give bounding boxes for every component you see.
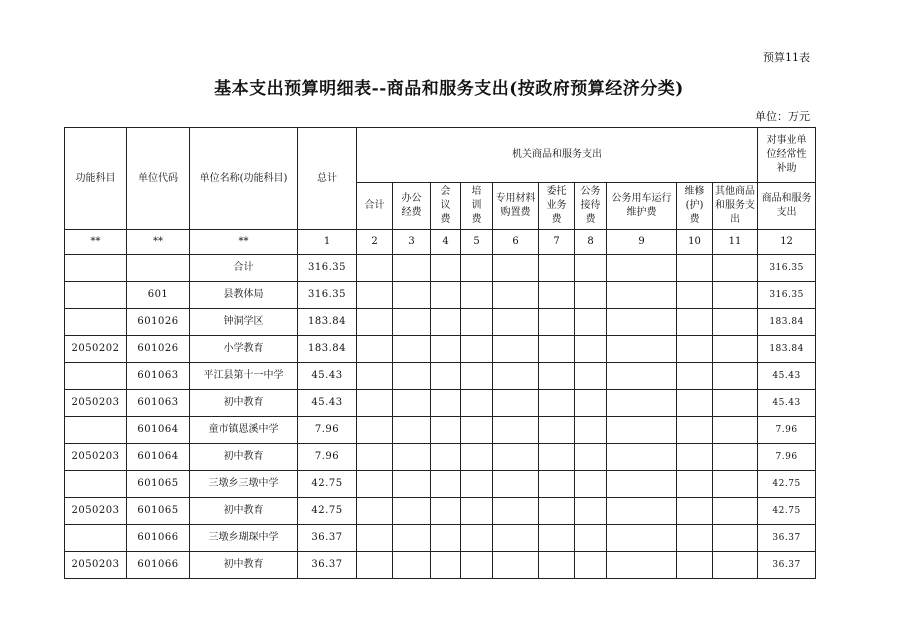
empty-cell xyxy=(677,255,713,282)
func-code-cell xyxy=(65,309,127,336)
empty-cell xyxy=(393,471,431,498)
empty-cell xyxy=(393,255,431,282)
subsidy-cell: 36.37 xyxy=(758,525,816,552)
subsidy-cell: 316.35 xyxy=(758,282,816,309)
empty-cell xyxy=(539,390,575,417)
index-cell: 7 xyxy=(539,230,575,255)
empty-cell xyxy=(461,417,493,444)
unit-code-cell: 601063 xyxy=(127,390,190,417)
unit-code-cell: 601026 xyxy=(127,336,190,363)
index-cell: 8 xyxy=(575,230,607,255)
func-code-cell xyxy=(65,282,127,309)
unit-name-cell: 钟洞学区 xyxy=(190,309,298,336)
header-sub-4-text: 培训费 xyxy=(471,186,482,225)
empty-cell xyxy=(493,282,539,309)
empty-cell xyxy=(357,471,393,498)
unit-code-cell: 601066 xyxy=(127,525,190,552)
empty-cell xyxy=(607,336,677,363)
index-cell: 10 xyxy=(677,230,713,255)
empty-cell xyxy=(575,363,607,390)
empty-cell xyxy=(713,498,758,525)
func-code-cell: 2050203 xyxy=(65,498,127,525)
index-cell: 3 xyxy=(393,230,431,255)
empty-cell xyxy=(493,309,539,336)
header-sub-9 xyxy=(677,183,713,230)
total-cell: 42.75 xyxy=(298,498,357,525)
table-row xyxy=(65,309,816,336)
table-row xyxy=(65,498,816,525)
empty-cell xyxy=(677,336,713,363)
empty-cell xyxy=(677,525,713,552)
empty-cell xyxy=(357,417,393,444)
func-code-cell: 2050203 xyxy=(65,552,127,579)
func-code-cell xyxy=(65,417,127,444)
empty-cell xyxy=(713,552,758,579)
empty-cell xyxy=(575,498,607,525)
index-cell: ** xyxy=(65,230,127,255)
header-sub-10-text: 其他商品和服务支出 xyxy=(715,186,756,225)
table-row xyxy=(65,471,816,498)
empty-cell xyxy=(493,417,539,444)
empty-cell xyxy=(493,525,539,552)
header-subsidy-sub-text: 商品和服务支出 xyxy=(761,193,812,218)
total-cell: 36.37 xyxy=(298,525,357,552)
empty-cell xyxy=(607,309,677,336)
header-sub-6 xyxy=(539,183,575,230)
index-cell: 12 xyxy=(758,230,816,255)
header-sub-5-text: 专用材料购置费 xyxy=(495,193,536,218)
empty-cell xyxy=(539,498,575,525)
unit-name-cell: 小学教育 xyxy=(190,336,298,363)
empty-cell xyxy=(539,444,575,471)
index-cell: 4 xyxy=(431,230,461,255)
subsidy-cell: 316.35 xyxy=(758,255,816,282)
empty-cell xyxy=(713,525,758,552)
empty-cell xyxy=(607,255,677,282)
table-row xyxy=(65,255,816,282)
index-cell: ** xyxy=(127,230,190,255)
empty-cell xyxy=(461,255,493,282)
empty-cell xyxy=(539,255,575,282)
subsidy-cell: 7.96 xyxy=(758,444,816,471)
header-subsidy-group-text: 对事业单位经常性补助 xyxy=(766,135,807,174)
index-cell: ** xyxy=(190,230,298,255)
empty-cell xyxy=(713,444,758,471)
empty-cell xyxy=(357,309,393,336)
empty-cell xyxy=(575,282,607,309)
empty-cell xyxy=(357,363,393,390)
unit-code-cell: 601065 xyxy=(127,471,190,498)
empty-cell xyxy=(461,282,493,309)
empty-cell xyxy=(607,282,677,309)
unit-code-cell: 601065 xyxy=(127,498,190,525)
empty-cell xyxy=(539,417,575,444)
empty-cell xyxy=(493,255,539,282)
empty-cell xyxy=(713,471,758,498)
total-cell: 183.84 xyxy=(298,336,357,363)
header-sub-8 xyxy=(607,183,677,230)
table-row xyxy=(65,390,816,417)
empty-cell xyxy=(461,525,493,552)
table-row xyxy=(65,525,816,552)
empty-cell xyxy=(493,444,539,471)
header-sub-4 xyxy=(461,183,493,230)
index-cell: 9 xyxy=(607,230,677,255)
empty-cell xyxy=(431,282,461,309)
empty-cell xyxy=(713,255,758,282)
empty-cell xyxy=(461,498,493,525)
unit-name-cell: 初中教育 xyxy=(190,552,298,579)
empty-cell xyxy=(575,525,607,552)
empty-cell xyxy=(431,498,461,525)
empty-cell xyxy=(431,444,461,471)
empty-cell xyxy=(357,336,393,363)
func-code-cell: 2050203 xyxy=(65,444,127,471)
table-row xyxy=(65,282,816,309)
empty-cell xyxy=(393,525,431,552)
empty-cell xyxy=(393,282,431,309)
index-cell: 5 xyxy=(461,230,493,255)
unit-name-cell: 初中教育 xyxy=(190,390,298,417)
subsidy-cell: 183.84 xyxy=(758,309,816,336)
header-func-code: 功能科目 xyxy=(65,128,127,230)
empty-cell xyxy=(677,417,713,444)
total-cell: 45.43 xyxy=(298,363,357,390)
unit-code-cell: 601064 xyxy=(127,417,190,444)
subsidy-cell: 45.43 xyxy=(758,390,816,417)
empty-cell xyxy=(607,471,677,498)
unit-code-cell: 601064 xyxy=(127,444,190,471)
empty-cell xyxy=(607,525,677,552)
unit-label: 单位：万元 xyxy=(755,110,810,123)
header-sub-1-text: 合计 xyxy=(364,200,385,211)
unit-name-cell: 初中教育 xyxy=(190,498,298,525)
empty-cell xyxy=(575,390,607,417)
header-agency-group: 机关商品和服务支出 xyxy=(357,128,758,183)
empty-cell xyxy=(607,417,677,444)
unit-code-cell xyxy=(127,255,190,282)
empty-cell xyxy=(677,498,713,525)
empty-cell xyxy=(357,552,393,579)
empty-cell xyxy=(713,417,758,444)
func-code-cell xyxy=(65,363,127,390)
empty-cell xyxy=(393,363,431,390)
header-unit-name: 单位名称(功能科目) xyxy=(190,128,298,230)
empty-cell xyxy=(461,390,493,417)
empty-cell xyxy=(493,363,539,390)
index-row xyxy=(65,230,816,255)
empty-cell xyxy=(461,552,493,579)
empty-cell xyxy=(607,363,677,390)
func-code-cell: 2050203 xyxy=(65,390,127,417)
empty-cell xyxy=(431,417,461,444)
header-sub-5 xyxy=(493,183,539,230)
func-code-cell xyxy=(65,255,127,282)
unit-name-cell: 县教体局 xyxy=(190,282,298,309)
index-cell: 11 xyxy=(713,230,758,255)
index-cell: 6 xyxy=(493,230,539,255)
empty-cell xyxy=(461,309,493,336)
unit-code-cell: 601026 xyxy=(127,309,190,336)
empty-cell xyxy=(539,336,575,363)
total-cell: 316.35 xyxy=(298,255,357,282)
empty-cell xyxy=(357,498,393,525)
empty-cell xyxy=(393,390,431,417)
empty-cell xyxy=(575,471,607,498)
empty-cell xyxy=(357,255,393,282)
empty-cell xyxy=(539,282,575,309)
header-sub-2 xyxy=(393,183,431,230)
header-sub-10 xyxy=(713,183,758,230)
empty-cell xyxy=(539,471,575,498)
empty-cell xyxy=(677,390,713,417)
unit-name-cell: 三墩乡瑚琛中学 xyxy=(190,525,298,552)
empty-cell xyxy=(607,552,677,579)
form-code: 预算11表 xyxy=(763,51,810,64)
empty-cell xyxy=(713,309,758,336)
subsidy-cell: 7.96 xyxy=(758,417,816,444)
empty-cell xyxy=(677,363,713,390)
header-subsidy-sub xyxy=(758,183,816,230)
header-sub-7-text: 公务接待费 xyxy=(580,186,601,225)
header-subsidy-group xyxy=(758,128,816,183)
empty-cell xyxy=(393,417,431,444)
empty-cell xyxy=(575,309,607,336)
empty-cell xyxy=(575,552,607,579)
empty-cell xyxy=(677,309,713,336)
func-code-cell xyxy=(65,525,127,552)
empty-cell xyxy=(677,471,713,498)
page-title: 基本支出预算明细表--商品和服务支出(按政府预算经济分类) xyxy=(214,79,684,99)
empty-cell xyxy=(431,390,461,417)
empty-cell xyxy=(575,417,607,444)
unit-name-cell: 平江县第十一中学 xyxy=(190,363,298,390)
index-cell: 1 xyxy=(298,230,357,255)
index-cell: 2 xyxy=(357,230,393,255)
empty-cell xyxy=(357,282,393,309)
table-row xyxy=(65,363,816,390)
header-unit-code: 单位代码 xyxy=(127,128,190,230)
func-code-cell: 2050202 xyxy=(65,336,127,363)
subsidy-cell: 42.75 xyxy=(758,471,816,498)
empty-cell xyxy=(493,498,539,525)
unit-name-cell: 童市镇恩溪中学 xyxy=(190,417,298,444)
total-cell: 316.35 xyxy=(298,282,357,309)
empty-cell xyxy=(539,525,575,552)
unit-name-cell: 初中教育 xyxy=(190,444,298,471)
header-sub-9-text: 维修(护)费 xyxy=(684,186,705,225)
header-sub-2-text: 办公经费 xyxy=(401,193,422,218)
empty-cell xyxy=(393,498,431,525)
empty-cell xyxy=(461,471,493,498)
empty-cell xyxy=(357,390,393,417)
table-row xyxy=(65,417,816,444)
empty-cell xyxy=(431,552,461,579)
table-row xyxy=(65,336,816,363)
unit-name-cell: 三墩乡三墩中学 xyxy=(190,471,298,498)
empty-cell xyxy=(607,498,677,525)
empty-cell xyxy=(461,444,493,471)
empty-cell xyxy=(461,363,493,390)
table-row xyxy=(65,444,816,471)
empty-cell xyxy=(677,444,713,471)
empty-cell xyxy=(607,390,677,417)
empty-cell xyxy=(713,390,758,417)
subsidy-cell: 183.84 xyxy=(758,336,816,363)
empty-cell xyxy=(493,390,539,417)
empty-cell xyxy=(539,552,575,579)
empty-cell xyxy=(713,336,758,363)
empty-cell xyxy=(575,444,607,471)
total-cell: 36.37 xyxy=(298,552,357,579)
table-row xyxy=(65,552,816,579)
empty-cell xyxy=(713,282,758,309)
header-sub-3-text: 会议费 xyxy=(440,186,451,225)
empty-cell xyxy=(539,309,575,336)
empty-cell xyxy=(713,363,758,390)
empty-cell xyxy=(607,444,677,471)
empty-cell xyxy=(677,552,713,579)
header-sub-8-text: 公务用车运行维护费 xyxy=(611,193,672,218)
empty-cell xyxy=(493,336,539,363)
unit-code-cell: 601066 xyxy=(127,552,190,579)
header-sub-6-text: 委托业务费 xyxy=(546,186,567,225)
empty-cell xyxy=(393,444,431,471)
unit-code-cell: 601063 xyxy=(127,363,190,390)
unit-code-cell: 601 xyxy=(127,282,190,309)
empty-cell xyxy=(575,255,607,282)
empty-cell xyxy=(431,363,461,390)
empty-cell xyxy=(431,309,461,336)
header-total: 总计 xyxy=(298,128,357,230)
empty-cell xyxy=(393,552,431,579)
empty-cell xyxy=(357,444,393,471)
total-cell: 42.75 xyxy=(298,471,357,498)
empty-cell xyxy=(677,282,713,309)
empty-cell xyxy=(431,336,461,363)
header-sub-7 xyxy=(575,183,607,230)
unit-name-cell: 合计 xyxy=(190,255,298,282)
header-sub-3 xyxy=(431,183,461,230)
subsidy-cell: 36.37 xyxy=(758,552,816,579)
empty-cell xyxy=(431,471,461,498)
func-code-cell xyxy=(65,471,127,498)
empty-cell xyxy=(493,471,539,498)
empty-cell xyxy=(357,525,393,552)
empty-cell xyxy=(431,255,461,282)
empty-cell xyxy=(539,363,575,390)
empty-cell xyxy=(493,552,539,579)
empty-cell xyxy=(431,525,461,552)
subsidy-cell: 42.75 xyxy=(758,498,816,525)
subsidy-cell: 45.43 xyxy=(758,363,816,390)
header-sub-1 xyxy=(357,183,393,230)
total-cell: 45.43 xyxy=(298,390,357,417)
empty-cell xyxy=(575,336,607,363)
total-cell: 7.96 xyxy=(298,444,357,471)
budget-table xyxy=(64,127,816,579)
empty-cell xyxy=(393,336,431,363)
total-cell: 183.84 xyxy=(298,309,357,336)
total-cell: 7.96 xyxy=(298,417,357,444)
empty-cell xyxy=(393,309,431,336)
empty-cell xyxy=(461,336,493,363)
